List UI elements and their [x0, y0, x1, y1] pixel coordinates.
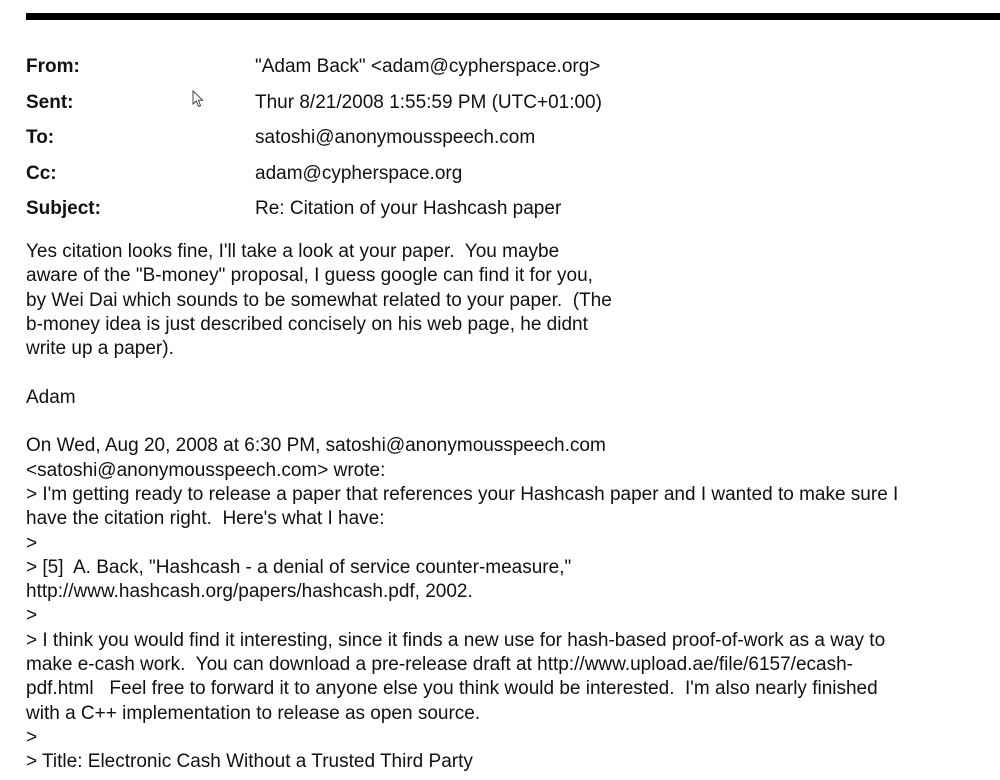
subject-value: Re: Citation of your Hashcash paper: [255, 198, 562, 220]
reply-line: Yes citation looks fine, I'll take a look at your paper. You maybe: [26, 241, 560, 262]
signature: Adam: [26, 386, 76, 408]
quoted-line: > I'm getting ready to release a paper that references your Hashcash paper and I wanted to make sure I: [26, 483, 899, 505]
quoted-line: > [5] A. Back, "Hashcash - a denial of service counter-measure,": [26, 556, 572, 578]
reply-line: by Wei Dai which sounds to be somewhat related to your paper. (The: [26, 289, 612, 311]
to-label: To:: [26, 127, 55, 149]
quoted-line: with a C++ implementation to release as open source.: [26, 702, 481, 724]
sent-label: Sent:: [26, 91, 74, 113]
header-from: [26, 49, 986, 85]
cc-label: Cc:: [26, 162, 57, 184]
header-sent: [26, 85, 986, 121]
email-header: [26, 49, 986, 227]
header-subject: [26, 191, 986, 227]
quoted-line: >: [26, 605, 38, 627]
reply-line: aware of the "B-money" proposal, I guess google can find it for you,: [26, 265, 593, 287]
quoted-line: > Title: Electronic Cash Without a Trusted Third Party: [26, 751, 473, 773]
quoted-line: make e-cash work. You can download a pre-release draft at http://www.upload.ae/file/6157/ecash-: [26, 654, 853, 676]
quoted-line: pdf.html Feel free to forward it to anyone else you think would be interested. I'm also nearly finished: [26, 678, 878, 700]
quoted-line: have the citation right. Here's what I have:: [26, 508, 385, 530]
top-divider: [26, 13, 1000, 20]
email-body: [26, 240, 998, 775]
quote-intro-line: <satoshi@anonymousspeech.com> wrote:: [26, 459, 386, 481]
quoted-line: > I think you would find it interesting, since it finds a new use for hash-based proof-of-work as a way to: [26, 629, 886, 651]
quoted-line: >: [26, 532, 38, 554]
from-value: "Adam Back" <adam@cypherspace.org>: [255, 56, 601, 78]
header-cc: [26, 156, 986, 192]
quote-intro-line: On Wed, Aug 20, 2008 at 6:30 PM, satoshi@anonymousspeech.com: [26, 435, 606, 457]
to-value: satoshi@anonymousspeech.com: [255, 127, 536, 149]
subject-label: Subject:: [26, 198, 101, 220]
reply-line: b-money idea is just described concisely on his web page, he didnt: [26, 313, 588, 335]
quoted-line: http://www.hashcash.org/papers/hashcash.pdf, 2002.: [26, 581, 473, 603]
header-to: [26, 120, 986, 156]
cc-value: adam@cypherspace.org: [255, 162, 463, 184]
quoted-line: >: [26, 726, 38, 748]
reply-line: write up a paper).: [26, 338, 174, 360]
spacer: [26, 410, 998, 434]
sent-value: Thur 8/21/2008 1:55:59 PM (UTC+01:00): [255, 91, 602, 113]
from-label: From:: [26, 56, 80, 78]
spacer: [26, 361, 998, 385]
